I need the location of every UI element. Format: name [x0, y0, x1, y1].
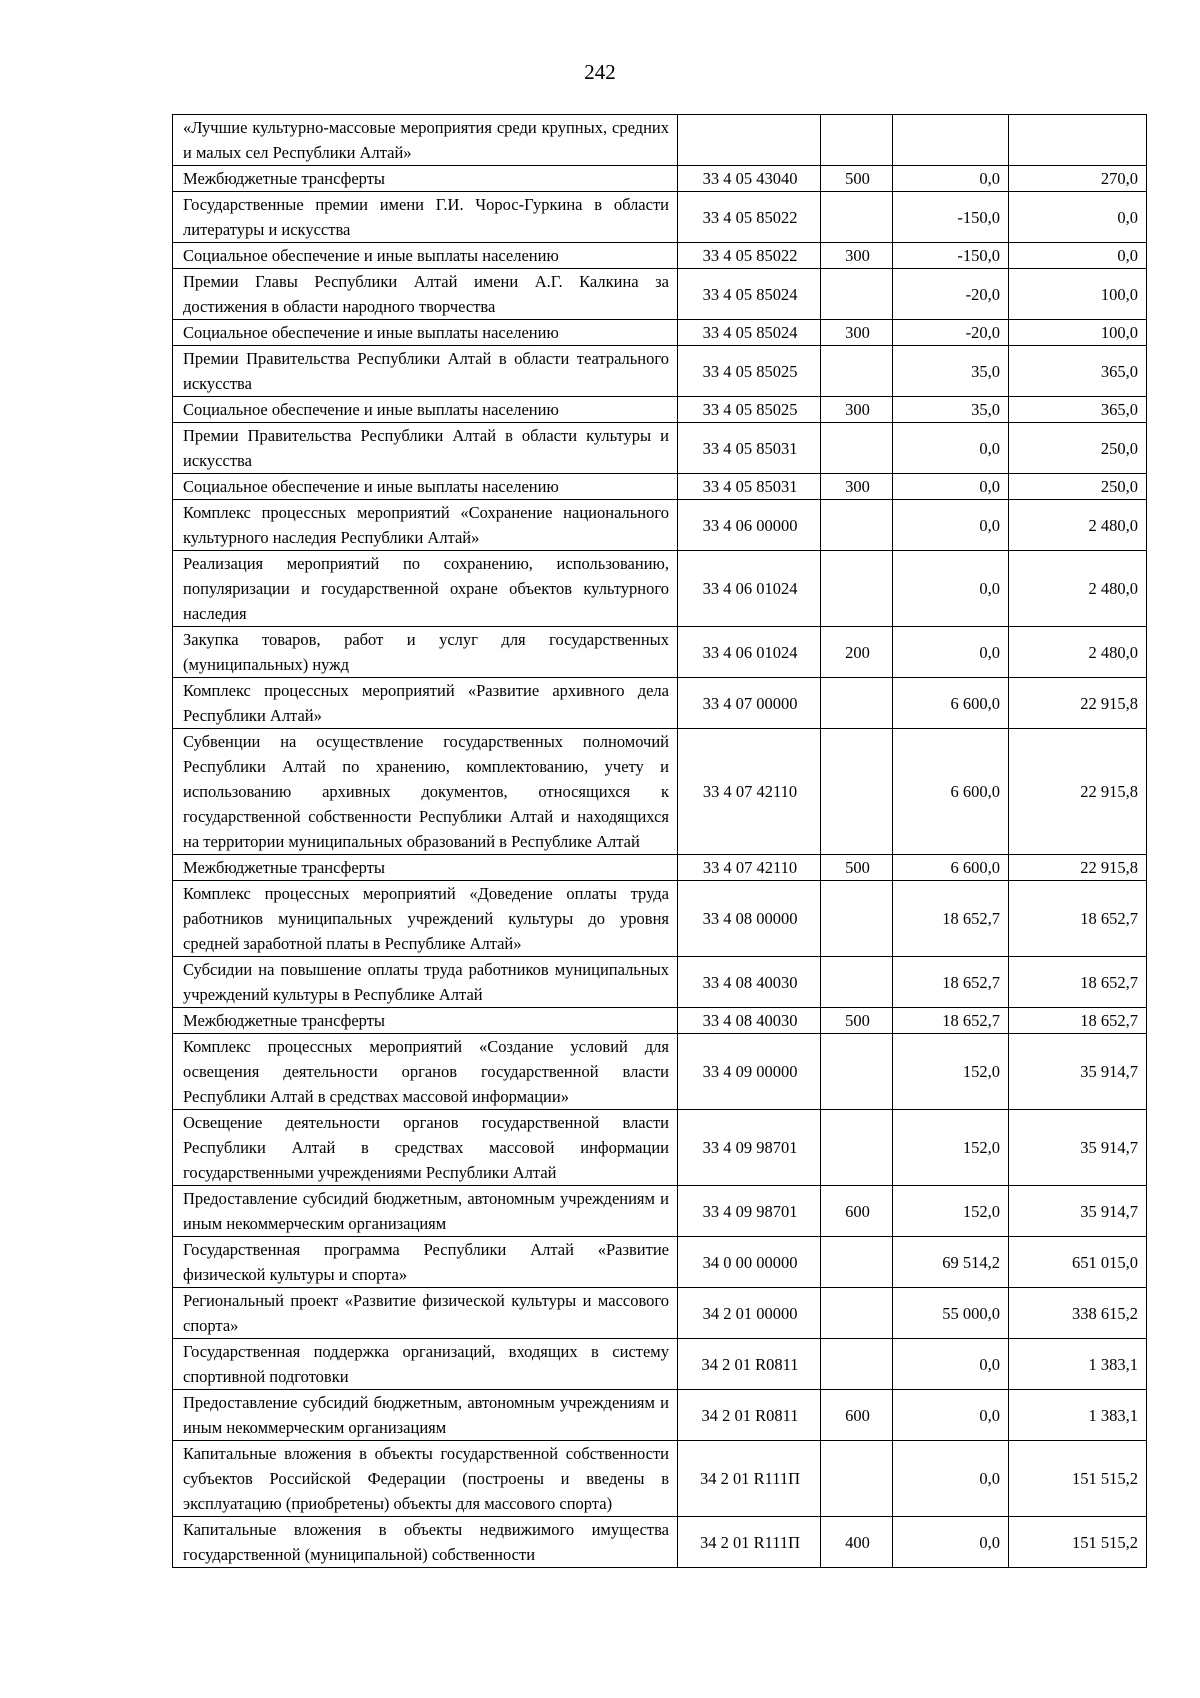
row-code-cell: 33 4 08 40030	[678, 1008, 821, 1034]
table-row	[173, 474, 1147, 500]
row-code-cell: 33 4 08 00000	[678, 881, 821, 957]
row-amount-1-cell: 18 652,7	[893, 881, 1009, 957]
row-code-cell: 33 4 09 98701	[678, 1110, 821, 1186]
row-code-cell: 33 4 09 00000	[678, 1034, 821, 1110]
row-name-cell: Освещение деятельности органов государственной власти Республики Алтай в средствах массовой информации государственными учреждениями Республики Алтай	[173, 1110, 678, 1186]
table-row	[173, 729, 1147, 855]
row-amount-1-cell: 0,0	[893, 551, 1009, 627]
row-name-cell: Межбюджетные трансферты	[173, 1008, 678, 1034]
row-amount-1-cell	[893, 115, 1009, 166]
row-amount-2-cell: 22 915,8	[1009, 678, 1147, 729]
row-amount-2-cell: 365,0	[1009, 397, 1147, 423]
row-expense-type-cell: 500	[821, 166, 893, 192]
row-expense-type-cell	[821, 881, 893, 957]
table-row	[173, 1237, 1147, 1288]
row-amount-2-cell: 35 914,7	[1009, 1110, 1147, 1186]
row-amount-1-cell: 6 600,0	[893, 729, 1009, 855]
row-name-cell: Реализация мероприятий по сохранению, использованию, популяризации и государственной охране объектов культурного наследия	[173, 551, 678, 627]
row-amount-2-cell: 18 652,7	[1009, 1008, 1147, 1034]
row-expense-type-cell	[821, 192, 893, 243]
row-amount-1-cell: 69 514,2	[893, 1237, 1009, 1288]
row-amount-2-cell: 651 015,0	[1009, 1237, 1147, 1288]
row-name-cell: Субсидии на повышение оплаты труда работников муниципальных учреждений культуры в Республике Алтай	[173, 957, 678, 1008]
table-row	[173, 500, 1147, 551]
row-code-cell: 33 4 08 40030	[678, 957, 821, 1008]
row-name-cell: Премии Главы Республики Алтай имени А.Г. Калкина за достижения в области народного творчества	[173, 269, 678, 320]
row-amount-1-cell: 152,0	[893, 1186, 1009, 1237]
row-amount-2-cell: 22 915,8	[1009, 729, 1147, 855]
table-row	[173, 269, 1147, 320]
table-row	[173, 243, 1147, 269]
row-code-cell: 33 4 06 00000	[678, 500, 821, 551]
row-amount-1-cell: 0,0	[893, 474, 1009, 500]
row-name-cell: Комплекс процессных мероприятий «Доведение оплаты труда работников муниципальных учреждений культуры до уровня средней заработной платы в Республике Алтай»	[173, 881, 678, 957]
budget-table-body	[173, 115, 1147, 1568]
row-amount-2-cell: 250,0	[1009, 423, 1147, 474]
row-code-cell: 34 2 01 00000	[678, 1288, 821, 1339]
row-name-cell: Капитальные вложения в объекты государственной собственности субъектов Российской Федерации (построены и введены в эксплуатацию (приобретены) объекты для массового спорта)	[173, 1441, 678, 1517]
row-amount-2-cell: 151 515,2	[1009, 1517, 1147, 1568]
row-expense-type-cell: 300	[821, 474, 893, 500]
row-expense-type-cell	[821, 729, 893, 855]
row-amount-2-cell: 22 915,8	[1009, 855, 1147, 881]
row-code-cell: 34 2 01 R0811	[678, 1339, 821, 1390]
row-expense-type-cell: 300	[821, 397, 893, 423]
table-row	[173, 1339, 1147, 1390]
row-code-cell: 34 2 01 R0811	[678, 1390, 821, 1441]
table-row	[173, 1110, 1147, 1186]
row-amount-1-cell: 0,0	[893, 1441, 1009, 1517]
row-code-cell: 33 4 05 85022	[678, 243, 821, 269]
row-amount-1-cell: 0,0	[893, 423, 1009, 474]
row-code-cell: 33 4 07 42110	[678, 855, 821, 881]
row-code-cell: 33 4 05 85031	[678, 474, 821, 500]
row-expense-type-cell	[821, 957, 893, 1008]
row-name-cell: Социальное обеспечение и иные выплаты населению	[173, 243, 678, 269]
row-expense-type-cell	[821, 1110, 893, 1186]
row-amount-1-cell: 6 600,0	[893, 855, 1009, 881]
row-amount-1-cell: 0,0	[893, 1517, 1009, 1568]
row-expense-type-cell	[821, 423, 893, 474]
budget-table	[172, 114, 1147, 1568]
row-amount-1-cell: 0,0	[893, 1390, 1009, 1441]
row-amount-2-cell: 1 383,1	[1009, 1339, 1147, 1390]
row-name-cell: Социальное обеспечение и иные выплаты населению	[173, 474, 678, 500]
row-amount-1-cell: 55 000,0	[893, 1288, 1009, 1339]
row-name-cell: Государственные премии имени Г.И. Чорос-Гуркина в области литературы и искусства	[173, 192, 678, 243]
row-code-cell	[678, 115, 821, 166]
row-expense-type-cell: 400	[821, 1517, 893, 1568]
table-row	[173, 627, 1147, 678]
row-amount-2-cell: 1 383,1	[1009, 1390, 1147, 1441]
row-name-cell: Закупка товаров, работ и услуг для государственных (муниципальных) нужд	[173, 627, 678, 678]
table-row	[173, 551, 1147, 627]
table-row	[173, 166, 1147, 192]
row-amount-1-cell: 152,0	[893, 1110, 1009, 1186]
page-number: 242	[584, 60, 616, 84]
table-row	[173, 1390, 1147, 1441]
row-expense-type-cell: 500	[821, 1008, 893, 1034]
table-row	[173, 320, 1147, 346]
table-row	[173, 192, 1147, 243]
row-name-cell: Социальное обеспечение и иные выплаты населению	[173, 397, 678, 423]
row-code-cell: 33 4 06 01024	[678, 627, 821, 678]
row-amount-1-cell: 35,0	[893, 346, 1009, 397]
row-expense-type-cell	[821, 115, 893, 166]
row-name-cell: Премии Правительства Республики Алтай в области театрального искусства	[173, 346, 678, 397]
row-amount-1-cell: -150,0	[893, 192, 1009, 243]
row-amount-2-cell: 365,0	[1009, 346, 1147, 397]
row-name-cell: Комплекс процессных мероприятий «Сохранение национального культурного наследия Республики Алтай»	[173, 500, 678, 551]
row-expense-type-cell	[821, 551, 893, 627]
row-amount-1-cell: 0,0	[893, 627, 1009, 678]
row-expense-type-cell: 600	[821, 1390, 893, 1441]
row-amount-1-cell: -20,0	[893, 320, 1009, 346]
row-amount-2-cell: 338 615,2	[1009, 1288, 1147, 1339]
row-amount-2-cell: 100,0	[1009, 320, 1147, 346]
table-row	[173, 957, 1147, 1008]
table-row	[173, 1441, 1147, 1517]
row-amount-1-cell: 6 600,0	[893, 678, 1009, 729]
row-expense-type-cell	[821, 1237, 893, 1288]
row-name-cell: Социальное обеспечение и иные выплаты населению	[173, 320, 678, 346]
row-expense-type-cell	[821, 346, 893, 397]
row-amount-2-cell: 18 652,7	[1009, 957, 1147, 1008]
row-code-cell: 34 0 00 00000	[678, 1237, 821, 1288]
row-amount-1-cell: 0,0	[893, 1339, 1009, 1390]
row-name-cell: Региональный проект «Развитие физической культуры и массового спорта»	[173, 1288, 678, 1339]
row-amount-1-cell: -150,0	[893, 243, 1009, 269]
row-name-cell: Капитальные вложения в объекты недвижимого имущества государственной (муниципальной) собственности	[173, 1517, 678, 1568]
row-amount-1-cell: 152,0	[893, 1034, 1009, 1110]
row-amount-1-cell: 0,0	[893, 500, 1009, 551]
row-name-cell: Комплекс процессных мероприятий «Создание условий для освещения деятельности органов государственной власти Республики Алтай в средствах массовой информации»	[173, 1034, 678, 1110]
row-amount-2-cell	[1009, 115, 1147, 166]
row-amount-2-cell: 100,0	[1009, 269, 1147, 320]
table-row	[173, 397, 1147, 423]
row-code-cell: 33 4 05 85025	[678, 346, 821, 397]
row-name-cell: Субвенции на осуществление государственных полномочий Республики Алтай по хранению, комплектованию, учету и использованию архивных документов, относящихся к государственной собственности Республики Алтай и находящихся на территории муниципальных образований в Республике Алтай	[173, 729, 678, 855]
row-amount-1-cell: -20,0	[893, 269, 1009, 320]
row-expense-type-cell	[821, 678, 893, 729]
table-row	[173, 346, 1147, 397]
row-amount-2-cell: 2 480,0	[1009, 627, 1147, 678]
row-amount-2-cell: 2 480,0	[1009, 551, 1147, 627]
row-code-cell: 33 4 05 85031	[678, 423, 821, 474]
row-expense-type-cell	[821, 1034, 893, 1110]
table-row	[173, 423, 1147, 474]
row-code-cell: 33 4 06 01024	[678, 551, 821, 627]
row-code-cell: 33 4 05 85024	[678, 320, 821, 346]
row-name-cell: Премии Правительства Республики Алтай в области культуры и искусства	[173, 423, 678, 474]
row-amount-2-cell: 0,0	[1009, 192, 1147, 243]
row-amount-2-cell: 2 480,0	[1009, 500, 1147, 551]
row-amount-1-cell: 35,0	[893, 397, 1009, 423]
row-code-cell: 34 2 01 R111П	[678, 1441, 821, 1517]
row-expense-type-cell	[821, 1288, 893, 1339]
row-expense-type-cell: 300	[821, 243, 893, 269]
row-name-cell: Государственная поддержка организаций, входящих в систему спортивной подготовки	[173, 1339, 678, 1390]
row-name-cell: Межбюджетные трансферты	[173, 166, 678, 192]
row-amount-2-cell: 18 652,7	[1009, 881, 1147, 957]
row-amount-1-cell: 18 652,7	[893, 1008, 1009, 1034]
row-expense-type-cell	[821, 500, 893, 551]
row-expense-type-cell	[821, 1441, 893, 1517]
row-name-cell: Межбюджетные трансферты	[173, 855, 678, 881]
row-code-cell: 33 4 07 00000	[678, 678, 821, 729]
row-amount-2-cell: 151 515,2	[1009, 1441, 1147, 1517]
row-expense-type-cell: 500	[821, 855, 893, 881]
table-row	[173, 115, 1147, 166]
row-code-cell: 33 4 07 42110	[678, 729, 821, 855]
table-row	[173, 1008, 1147, 1034]
row-amount-2-cell: 250,0	[1009, 474, 1147, 500]
row-code-cell: 33 4 05 85024	[678, 269, 821, 320]
row-name-cell: «Лучшие культурно-массовые мероприятия среди крупных, средних и малых сел Республики Алтай»	[173, 115, 678, 166]
row-amount-1-cell: 18 652,7	[893, 957, 1009, 1008]
row-expense-type-cell: 300	[821, 320, 893, 346]
row-code-cell: 34 2 01 R111П	[678, 1517, 821, 1568]
row-expense-type-cell	[821, 1339, 893, 1390]
row-amount-2-cell: 0,0	[1009, 243, 1147, 269]
table-row	[173, 1186, 1147, 1237]
row-code-cell: 33 4 05 85025	[678, 397, 821, 423]
row-amount-2-cell: 35 914,7	[1009, 1186, 1147, 1237]
row-code-cell: 33 4 05 43040	[678, 166, 821, 192]
row-expense-type-cell: 200	[821, 627, 893, 678]
row-expense-type-cell: 600	[821, 1186, 893, 1237]
row-expense-type-cell	[821, 269, 893, 320]
table-row	[173, 1517, 1147, 1568]
table-row	[173, 1288, 1147, 1339]
row-amount-2-cell: 35 914,7	[1009, 1034, 1147, 1110]
row-code-cell: 33 4 05 85022	[678, 192, 821, 243]
row-name-cell: Государственная программа Республики Алтай «Развитие физической культуры и спорта»	[173, 1237, 678, 1288]
row-name-cell: Предоставление субсидий бюджетным, автономным учреждениям и иным некоммерческим организациям	[173, 1390, 678, 1441]
table-row	[173, 678, 1147, 729]
table-row	[173, 1034, 1147, 1110]
row-name-cell: Комплекс процессных мероприятий «Развитие архивного дела Республики Алтай»	[173, 678, 678, 729]
row-amount-2-cell: 270,0	[1009, 166, 1147, 192]
row-code-cell: 33 4 09 98701	[678, 1186, 821, 1237]
row-name-cell: Предоставление субсидий бюджетным, автономным учреждениям и иным некоммерческим организациям	[173, 1186, 678, 1237]
table-row	[173, 881, 1147, 957]
row-amount-1-cell: 0,0	[893, 166, 1009, 192]
table-row	[173, 855, 1147, 881]
